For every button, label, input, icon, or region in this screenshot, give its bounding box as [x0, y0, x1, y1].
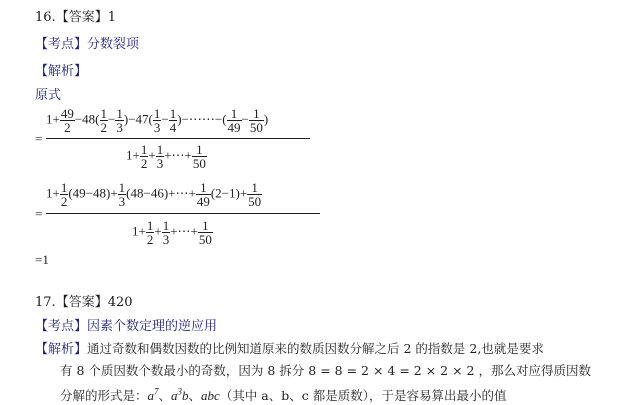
q16-kaodian-line	[35, 33, 139, 52]
q17-jiexi-line1	[35, 338, 544, 357]
q16-eq-sign-1: =	[35, 131, 43, 146]
q16-answer-tag: 【答案】	[55, 10, 108, 25]
q16-yuanshi: 原式	[35, 88, 62, 103]
q16-answer-value: 1	[107, 10, 116, 25]
q17-jiexi-text-3b: （其中 a、b、c 都是质数），于是容易算出最小的值	[219, 388, 507, 403]
q17-answer-tag: 【答案】	[55, 295, 108, 310]
q16-expr1-fraction-bar	[46, 138, 310, 139]
q16-kaodian-tag: 【考点】	[35, 37, 88, 52]
q17-kaodian-text: 因素个数定理的逆应用	[87, 319, 218, 334]
q17-form-abc: abc	[201, 388, 220, 403]
q17-answer-value: 420	[107, 295, 133, 310]
q17-jiexi-text-1: 通过奇数和偶数因数的比例知道原来的数质因数分解之后 2 的指数是 2,也就是要求	[87, 341, 544, 356]
q16-expr1-numerator: 1+ $\frac{49}{2}$ −48( $\frac{1}{2}$ − $\frac{1}{3}$ )−47( $\frac{1}{3}$ − $\frac{1}{4}$ )−⋯⋯−( $\frac{1}{49}$ − $\frac{1}{50}$ )	[46, 106, 269, 135]
q17-kaodian-line	[35, 315, 217, 334]
q16-final-result: =1	[35, 252, 49, 267]
q16-kaodian-text: 分数裂项	[87, 37, 140, 52]
q17-kaodian-tag: 【考点】	[35, 319, 88, 334]
q17-jiexi-line3: 分解的形式是：$a^7$、$a^3b$、abc（其中 a、b、c 都是质数），于是容易算出最小的值	[60, 386, 507, 403]
q17-jiexi-text-3a: 分解的形式是：	[60, 388, 148, 403]
q16-eq-sign-2: =	[35, 206, 43, 221]
q17-form-a3b: $a^3b$	[171, 386, 189, 403]
q16-expr2-denominator: 1+ $\frac{1}{2}$ + $\frac{1}{3}$ +⋯+ $\frac{1}{50}$	[132, 218, 212, 247]
q16-expr2-fraction-bar	[46, 213, 320, 214]
q16-expr1-denominator: 1+ $\frac{1}{2}$ + $\frac{1}{3}$ +⋯+ $\frac{1}{50}$	[126, 142, 206, 171]
q17-number: 17.	[35, 295, 56, 310]
q16-number: 16.	[35, 10, 56, 25]
q16-expr2-numerator: 1+ $\frac{1}{2}$ (49−48)+ $\frac{1}{3}$ (48−46)+⋯+ $\frac{1}{49}$ (2−1)+ $\frac{1}{50}$	[46, 180, 262, 209]
q16-answer-line	[35, 6, 116, 25]
q17-form-a7: $a^7$	[147, 386, 159, 403]
q17-jiexi-tag: 【解析】	[35, 342, 88, 357]
q17-answer-line	[35, 291, 133, 310]
q16-jiexi-tag: 【解析】	[35, 64, 88, 79]
q17-jiexi-line2: 有 8 个质因数个数最小的奇数，因为 8 拆分 8 = 8 = 2 × 4 = 2 × 2 × 2 ，那么对应得质因数	[60, 363, 591, 378]
